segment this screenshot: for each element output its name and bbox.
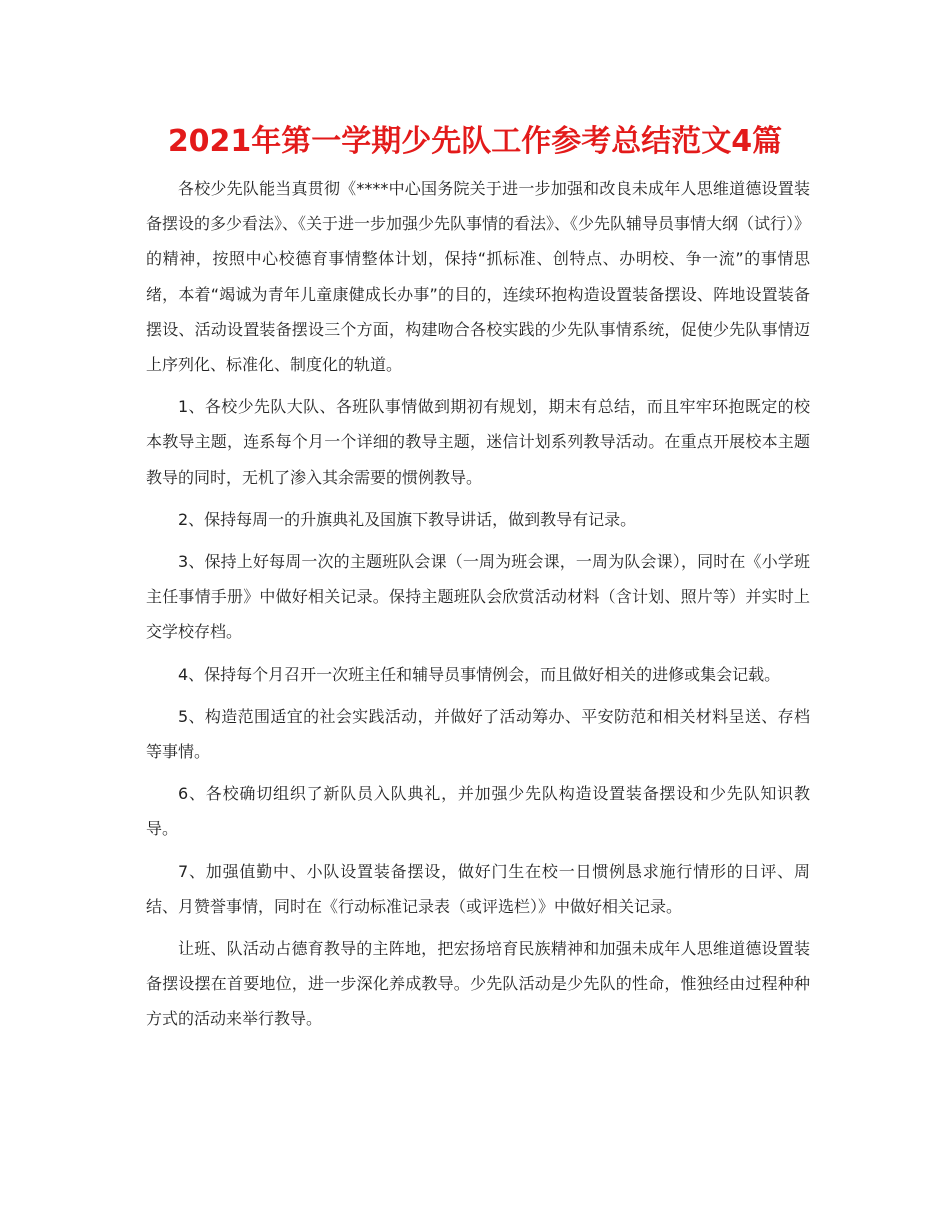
paragraph-intro: 各校少先队能当真贯彻《****中心国务院关于进一步加强和改良未成年人思维道德设置装备摆设的多少看法》、《关于进一步加强少先队事情的看法》、《少先队辅导员事情大纲（试行）》的精神，按照中心校德育事情整体计划，保持“抓标准、创特点、办明校、争一流”的事情思绪，本着“竭诚为青年儿童康健成长办事”的目的，连续环抱构造设置装备摆设、阵地设置装备摆设、活动设置装备摆设三个方面，构建吻合各校实践的少先队事情系统，促使少先队事情迈上序列化、标准化、制度化的轨道。 (146, 179, 811, 375)
document-body (146, 171, 810, 1044)
paragraph-item-4: 4、保持每个月召开一次班主任和辅导员事情例会，而且做好相关的进修或集会记载。 (178, 664, 781, 684)
document-title: 2021年第一学期少先队工作参考总结范文4篇 (167, 124, 783, 159)
paragraph-closing: 让班、队活动占德育教导的主阵地，把宏扬培育民族精神和加强未成年人思维道德设置装备摆设摆在首要地位，进一步深化养成教导。少先队活动是少先队的性命，惟独经由过程种种方式的活动来举行教导。 (146, 939, 810, 1029)
paragraph-item-2: 2、保持每周一的升旗典礼及国旗下教导讲话，做到教导有记录。 (178, 509, 637, 529)
paragraph-item-6: 6、各校确切组织了新队员入队典礼，并加强少先队构造设置装备摆设和少先队知识教导。 (146, 784, 810, 839)
paragraph-item-1: 1、各校少先队大队、各班队事情做到期初有规划，期末有总结，而且牢牢环抱既定的校本教导主题，连系每个月一个详细的教导主题，迷信计划系列教导活动。在重点开展校本主题教导的同时，无机了渗入其余需要的惯例教导。 (146, 397, 810, 487)
paragraph-item-7: 7、加强值勤中、小队设置装备摆设，做好门生在校一日惯例恳求施行情形的日评、周结、月赞誉事情，同时在《行动标准记录表（或评选栏）》中做好相关记录。 (146, 861, 810, 916)
paragraph-item-5: 5、构造范围适宜的社会实践活动，并做好了活动筹办、平安防范和相关材料呈送、存档等事情。 (146, 706, 810, 762)
paragraph-item-3: 3、保持上好每周一次的主题班队会课（一周为班会课，一周为队会课），同时在《小学班主任事情手册》中做好相关记录。保持主题班队会欣赏活动材料（含计划、照片等）并实时上交学校存档。 (146, 552, 810, 642)
